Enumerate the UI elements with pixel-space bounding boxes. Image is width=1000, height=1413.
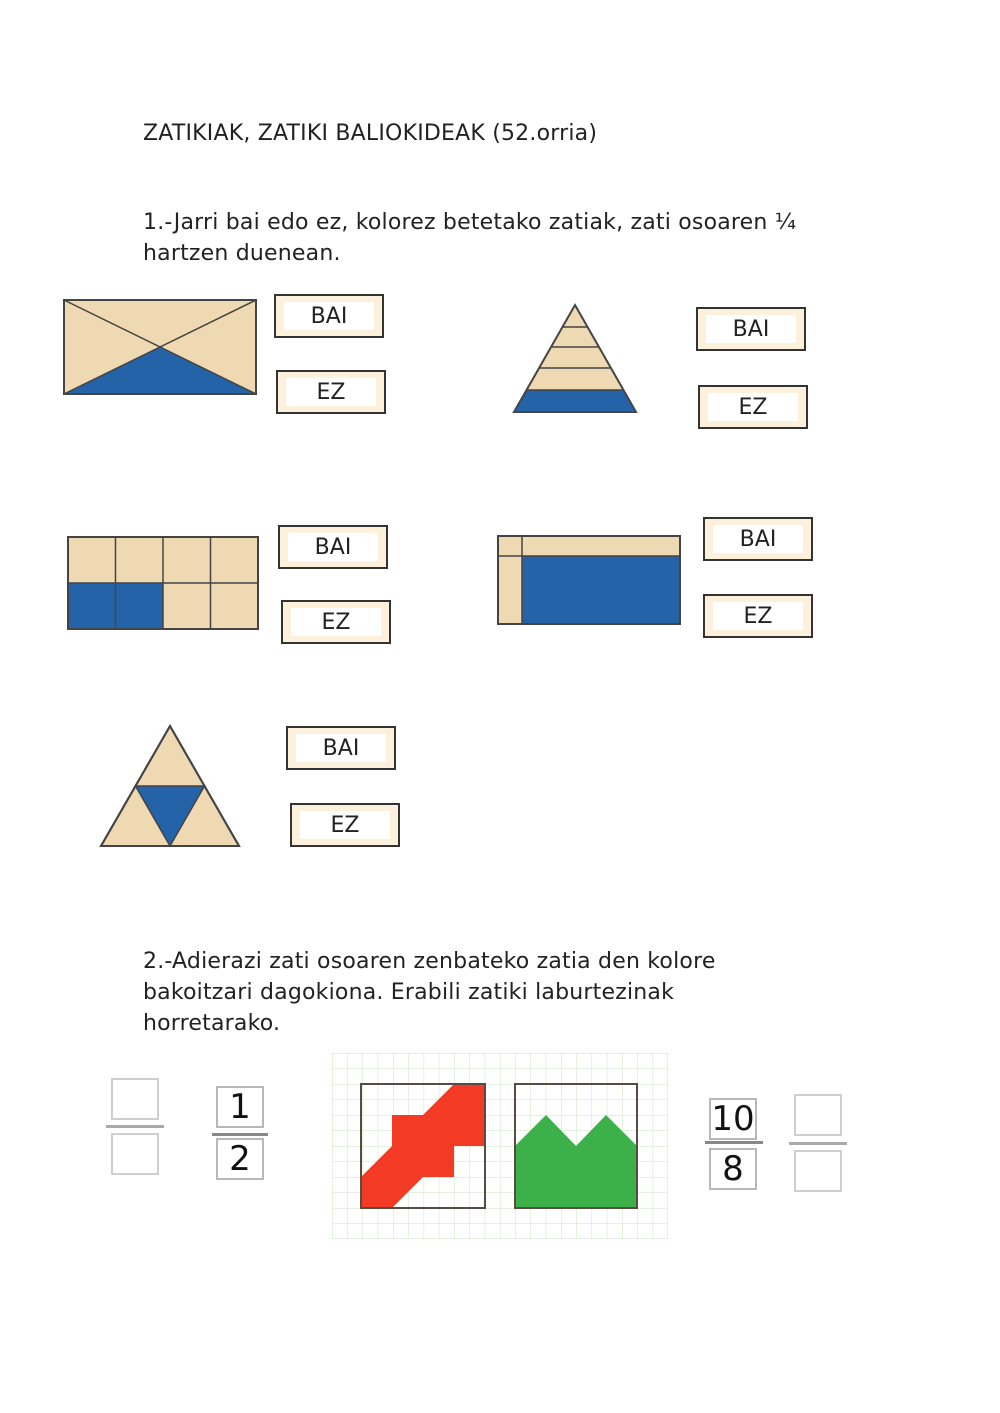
figure4-yes-label: BAI <box>713 525 803 553</box>
fraction-c-denominator[interactable]: 8 <box>709 1148 757 1190</box>
exercise2-instruction-line3: horretarako. <box>143 1011 281 1036</box>
fraction-b-denominator[interactable]: 2 <box>216 1138 264 1180</box>
fraction-b-numerator[interactable]: 1 <box>216 1086 264 1128</box>
fraction-d-bar <box>789 1142 847 1145</box>
figure4-yes-button[interactable] <box>703 517 813 561</box>
fraction-c-bar <box>705 1141 763 1144</box>
figure1-no-button[interactable] <box>276 370 386 414</box>
page-title: ZATIKIAK, ZATIKI BALIOKIDEAK (52.orria) <box>143 121 598 146</box>
fraction-d-numerator-input[interactable] <box>794 1094 842 1136</box>
figure-rectangle-diagonals <box>60 296 260 398</box>
figure1-yes-button[interactable] <box>274 294 384 338</box>
figure4-no-button[interactable] <box>703 594 813 638</box>
figure-subdivided-triangle <box>96 722 244 852</box>
figure5-yes-button[interactable] <box>286 726 396 770</box>
exercise2-instruction-line2: bakoitzari dagokiona. Erabili zatiki laburtezinak <box>143 980 675 1005</box>
figure5-no-label: EZ <box>300 811 390 839</box>
figure2-no-button[interactable] <box>698 385 808 429</box>
grid-figure-colored-shapes <box>332 1053 668 1239</box>
fraction-a-denominator-input[interactable] <box>111 1133 159 1175</box>
figure3-no-button[interactable] <box>281 600 391 644</box>
exercise1-instruction-line2: hartzen duenean. <box>143 241 341 266</box>
figure-grid-rectangle <box>64 533 262 633</box>
exercise2-instruction-line1: 2.-Adierazi zati osoaren zenbateko zatia den kolore <box>143 949 716 974</box>
figure1-no-label: EZ <box>286 378 376 406</box>
fraction-c-numerator[interactable]: 10 <box>709 1098 757 1140</box>
figure5-no-button[interactable] <box>290 803 400 847</box>
figure3-no-label: EZ <box>291 608 381 636</box>
figure2-no-label: EZ <box>708 393 798 421</box>
figure-stacked-pyramid <box>508 302 642 418</box>
figure4-no-label: EZ <box>713 602 803 630</box>
fraction-d-denominator-input[interactable] <box>794 1150 842 1192</box>
figure2-yes-label: BAI <box>706 315 796 343</box>
figure1-yes-label: BAI <box>284 302 374 330</box>
figure2-yes-button[interactable] <box>696 307 806 351</box>
figure5-yes-label: BAI <box>296 734 386 762</box>
figure3-yes-button[interactable] <box>278 525 388 569</box>
figure-l-shaped-rectangle <box>494 532 684 628</box>
fraction-b-bar <box>212 1133 268 1136</box>
fraction-a-numerator-input[interactable] <box>111 1078 159 1120</box>
exercise1-instruction-line1: 1.-Jarri bai edo ez, kolorez betetako zatiak, zati osoaren ¼ <box>143 210 797 235</box>
figure3-yes-label: BAI <box>288 533 378 561</box>
fraction-a-bar <box>106 1125 164 1128</box>
